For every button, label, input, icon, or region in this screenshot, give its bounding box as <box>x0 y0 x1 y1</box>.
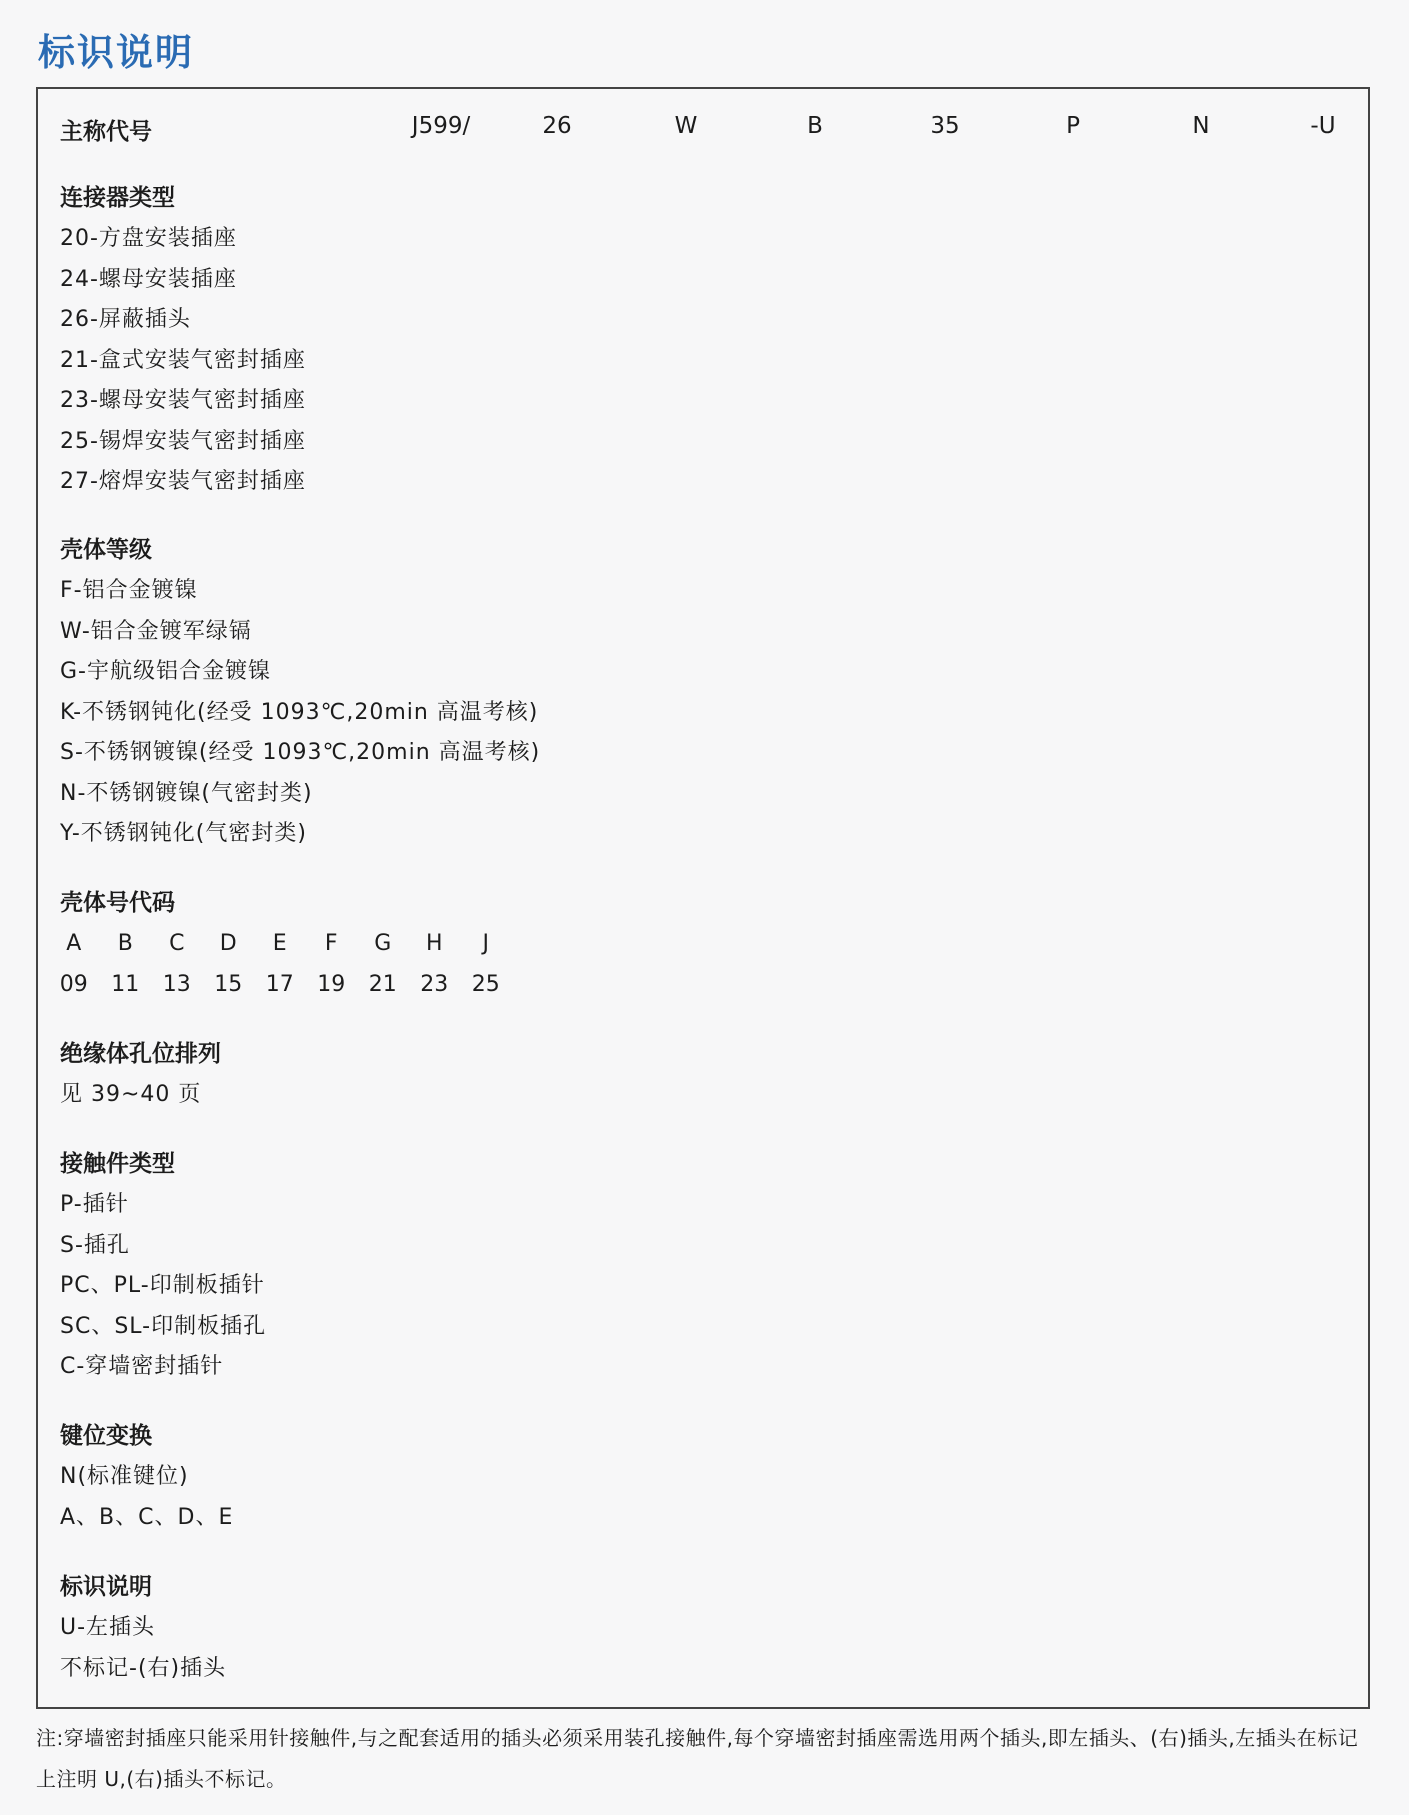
section-title: 壳体号代码 <box>60 890 175 916</box>
list-item: W-铝合金镀军绿镉 <box>60 618 252 644</box>
code-part-marking: -U <box>1310 113 1336 139</box>
section-marking <box>60 1566 226 1689</box>
section-insert <box>60 1033 221 1116</box>
list-item: G-宇航级铝合金镀镍 <box>60 659 271 684</box>
list-item: S-插孔 <box>60 1232 130 1258</box>
code-part-type: 26 <box>542 113 572 139</box>
list-item: 21-盒式安装气密封插座 <box>60 347 306 373</box>
list-item: P-插针 <box>60 1192 129 1217</box>
list-item: 20-方盘安装插座 <box>60 226 237 251</box>
list-item: N(标准键位) <box>60 1464 189 1489</box>
section-connector-type <box>60 177 306 503</box>
list-item: 不标记-(右)插头 <box>60 1655 227 1681</box>
shell-number: 21 <box>368 971 397 997</box>
list-item: 27-熔焊安装气密封插座 <box>60 469 306 494</box>
code-part-series: J599/ <box>411 113 471 139</box>
list-item: 见 39~40 页 <box>60 1082 202 1107</box>
shell-letter: J <box>482 931 489 956</box>
section-title: 接触件类型 <box>60 1151 175 1177</box>
list-item: Y-不锈钢钝化(气密封类) <box>60 821 307 846</box>
shell-number: 15 <box>214 971 243 997</box>
section-contact <box>60 1143 266 1388</box>
list-item: S-不锈钢镀镍(经受 1093℃,20min 高温考核) <box>60 740 541 765</box>
shell-number: 13 <box>162 971 191 997</box>
list-item: C-穿墙密封插针 <box>60 1354 224 1379</box>
shell-number: 25 <box>471 971 500 997</box>
shell-letter: B <box>117 931 133 956</box>
list-item: 24-螺母安装插座 <box>60 266 237 292</box>
shell-number: 23 <box>420 971 449 997</box>
code-part-shell-size: B <box>807 113 823 139</box>
shell-number: 11 <box>111 971 140 997</box>
code-part-insert: 35 <box>930 113 960 139</box>
shell-number: 19 <box>317 971 346 997</box>
code-part-contact: P <box>1066 113 1080 139</box>
shell-number-row <box>48 965 512 1006</box>
code-part-keying: N <box>1192 113 1210 139</box>
shell-letter: C <box>169 931 185 956</box>
footnote: 注:穿墙密封插座只能采用针接触件,与之配套适用的插头必须采用装孔接触件,每个穿墙密封插座需选用两个插头,即左插头、(右)插头,左插头在标记上注明 U,(右)插头不标记。 <box>36 1726 1359 1791</box>
list-item: F-铝合金镀镍 <box>60 578 198 603</box>
section-shell-size <box>48 882 512 1005</box>
list-item: 25-锡焊安装气密封插座 <box>60 428 306 454</box>
list-item: A、B、C、D、E <box>60 1504 234 1530</box>
list-item: 23-螺母安装气密封插座 <box>60 388 306 413</box>
section-title: 键位变换 <box>60 1423 152 1449</box>
list-item: 26-屏蔽插头 <box>60 307 191 332</box>
list-item: PC、PL-印制板插针 <box>60 1273 265 1298</box>
shell-letter-row <box>48 924 512 965</box>
list-item: SC、SL-印制板插孔 <box>60 1313 267 1339</box>
section-title: 标识说明 <box>60 1574 152 1600</box>
section-title: 壳体等级 <box>60 537 152 563</box>
section-title: 连接器类型 <box>60 185 175 211</box>
section-title: 绝缘体孔位排列 <box>60 1041 221 1067</box>
section-keying <box>60 1415 233 1538</box>
code-label: 主称代号 <box>60 119 152 145</box>
list-item: U-左插头 <box>60 1615 156 1640</box>
list-item: N-不锈钢镀镍(气密封类) <box>60 780 313 806</box>
shell-number: 17 <box>265 971 294 997</box>
shell-number: 09 <box>59 971 88 997</box>
shell-letter: H <box>425 931 443 956</box>
shell-letter: F <box>324 931 338 956</box>
shell-letter: G <box>374 931 392 956</box>
code-part-shell-class: W <box>674 113 698 139</box>
page-title: 标识说明 <box>38 31 194 74</box>
shell-letter: D <box>219 931 237 956</box>
section-shell-class <box>60 529 540 855</box>
shell-letter: A <box>66 931 82 956</box>
list-item: K-不锈钢钝化(经受 1093℃,20min 高温考核) <box>60 699 539 725</box>
shell-letter: E <box>272 931 287 956</box>
